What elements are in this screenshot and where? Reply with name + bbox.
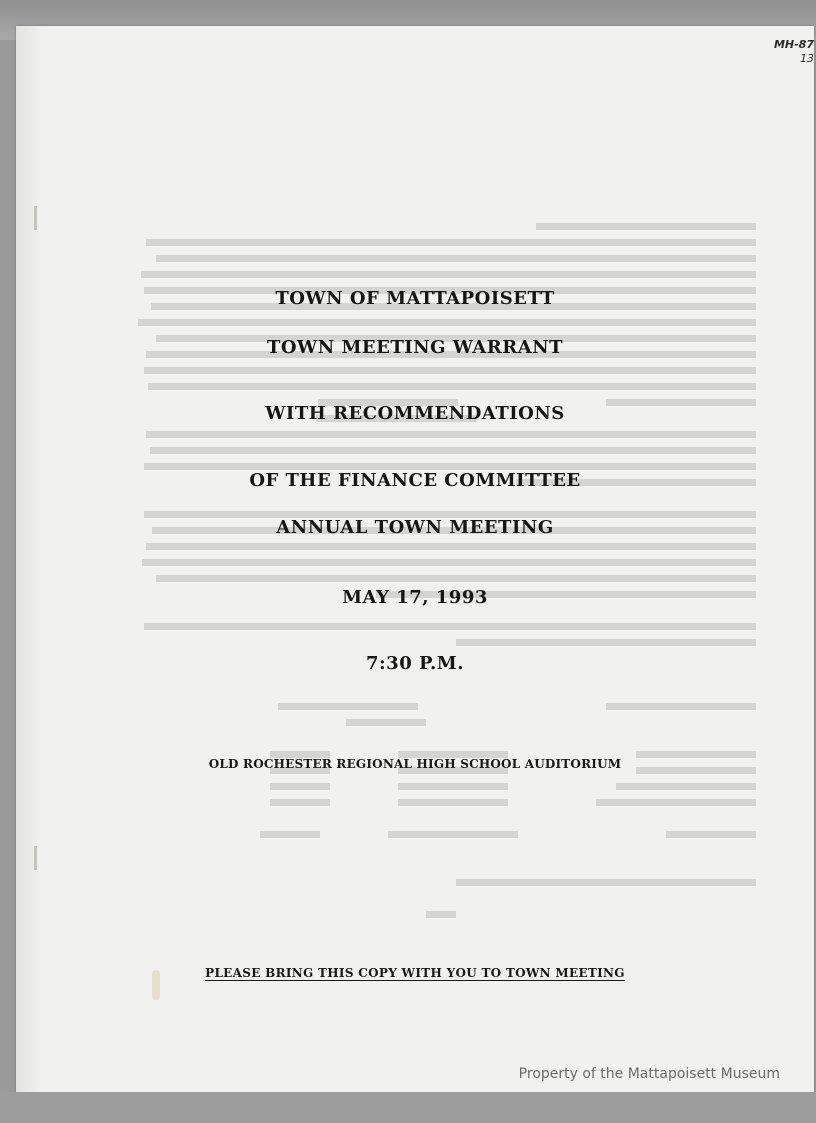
binding-mark (34, 206, 37, 230)
meeting-venue: OLD ROCHESTER REGIONAL HIGH SCHOOL AUDITORIUM (208, 757, 622, 771)
title-recommendations: WITH RECOMMENDATIONS (265, 403, 565, 424)
museum-watermark: Property of the Mattapoisett Museum (518, 1066, 780, 1082)
title-annual-meeting: ANNUAL TOWN MEETING (276, 517, 554, 538)
catalog-number: 13 (800, 52, 814, 65)
document-page (16, 26, 814, 1092)
bring-copy-notice (16, 966, 814, 980)
scan-background-bottom (0, 1092, 816, 1123)
binding-mark (34, 846, 37, 870)
title-town-name: TOWN OF MATTAPOISETT (275, 288, 555, 309)
title-finance-committee: OF THE FINANCE COMMITTEE (249, 470, 581, 491)
catalog-code: MH-87 (773, 38, 814, 51)
paper-stain (152, 970, 160, 1000)
meeting-date: MAY 17, 1993 (342, 587, 488, 608)
catalog-mark (774, 38, 814, 66)
meeting-time: 7:30 P.M. (366, 653, 464, 674)
bring-copy-notice-text: PLEASE BRING THIS COPY WITH YOU TO TOWN MEETING (205, 966, 625, 980)
title-warrant: TOWN MEETING WARRANT (266, 337, 564, 358)
